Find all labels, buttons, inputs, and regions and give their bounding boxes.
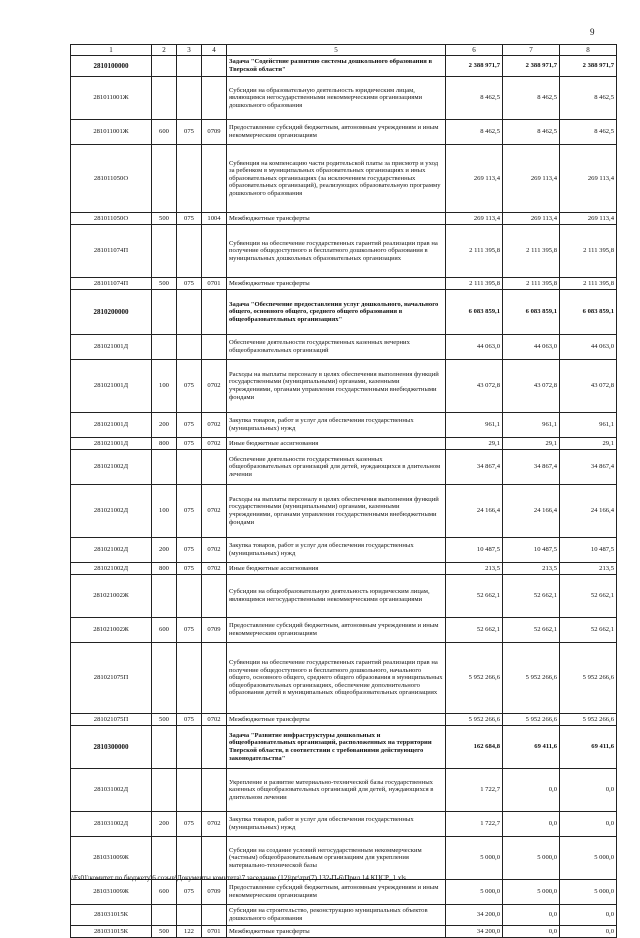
code-cell: 281011074П (71, 225, 152, 278)
description-cell: Закупка товаров, работ и услуг для обеспечения государственных (муниципальных) нужд (227, 413, 446, 438)
file-path-footer: \\Fs01\комитет по бюджету\6 созыв\Документы комитета\7 заседание (12)\рг\zpr(7) 132-П-6\Прил 14 КЦСР_1.xls (70, 874, 406, 882)
table-row (71, 278, 617, 290)
code-cell: 281021002Д (71, 450, 152, 485)
code-cell: 281021001Д (71, 413, 152, 438)
amount-year2-cell: 0,0 (503, 812, 560, 837)
expense-type-cell (152, 290, 177, 335)
amount-year3-cell: 2 111 395,8 (560, 225, 617, 278)
section-cell (202, 450, 227, 485)
amount-year2-cell: 2 388 971,7 (503, 56, 560, 77)
code-cell: 281031015К (71, 926, 152, 938)
expense-type-cell: 600 (152, 120, 177, 145)
amount-year2-cell: 8 462,5 (503, 77, 560, 120)
amount-year2-cell: 2 111 395,8 (503, 278, 560, 290)
section-cell: 0702 (202, 563, 227, 575)
expense-type-cell: 600 (152, 880, 177, 905)
section-cell: 0709 (202, 618, 227, 643)
amount-year1-cell: 8 462,5 (446, 120, 503, 145)
amount-year1-cell: 269 113,4 (446, 213, 503, 225)
description-cell: Предоставление субсидий бюджетным, автономным учреждениям и иным некоммерческим организациям (227, 120, 446, 145)
header-cell: 6 (446, 45, 503, 56)
description-cell: Субсидии на общеобразовательную деятельность юридическим лицам, являющимся негосударственными некоммерческими организациями (227, 575, 446, 618)
table-row (71, 538, 617, 563)
section-cell: 0702 (202, 538, 227, 563)
ministry-cell: 075 (177, 360, 202, 413)
amount-year1-cell: 2 111 395,8 (446, 278, 503, 290)
code-cell: 281021002Ж (71, 618, 152, 643)
header-cell: 1 (71, 45, 152, 56)
amount-year1-cell: 43 072,8 (446, 360, 503, 413)
ministry-cell (177, 905, 202, 926)
amount-year2-cell: 5 952 266,6 (503, 643, 560, 714)
code-cell: 281021075П (71, 643, 152, 714)
description-cell: Задача "Содействие развитию системы дошкольного образования в Тверской области" (227, 56, 446, 77)
expense-type-cell: 200 (152, 812, 177, 837)
code-cell: 281021002Ж (71, 575, 152, 618)
table-row (71, 926, 617, 938)
section-cell (202, 77, 227, 120)
amount-year1-cell: 5 952 266,6 (446, 714, 503, 726)
header-cell: 5 (227, 45, 446, 56)
section-cell (202, 335, 227, 360)
amount-year1-cell: 213,5 (446, 563, 503, 575)
amount-year3-cell: 43 072,8 (560, 360, 617, 413)
expense-type-cell (152, 905, 177, 926)
section-cell (202, 290, 227, 335)
task-row (71, 290, 617, 335)
table-row (71, 225, 617, 278)
description-cell: Задача "Обеспечение предоставления услуг дошкольного, начального общего, основного общего, среднего общего образования в общеобразовательных организациях" (227, 290, 446, 335)
amount-year1-cell: 34 867,4 (446, 450, 503, 485)
amount-year3-cell: 8 462,5 (560, 77, 617, 120)
expense-type-cell (152, 225, 177, 278)
description-cell: Субсидии на образовательную деятельность юридическим лицам, являющимся негосударственными некоммерческими организациями дошкольного образования (227, 77, 446, 120)
table-row (71, 485, 617, 538)
ministry-cell (177, 77, 202, 120)
amount-year2-cell: 2 111 395,8 (503, 225, 560, 278)
table-row (71, 450, 617, 485)
amount-year1-cell: 6 083 859,1 (446, 290, 503, 335)
ministry-cell (177, 145, 202, 213)
ministry-cell (177, 225, 202, 278)
amount-year2-cell: 52 662,1 (503, 618, 560, 643)
amount-year1-cell: 2 388 971,7 (446, 56, 503, 77)
amount-year2-cell: 5 000,0 (503, 837, 560, 880)
code-cell: 281031009Ж (71, 880, 152, 905)
description-cell: Межбюджетные трансферты (227, 714, 446, 726)
amount-year3-cell: 5 952 266,6 (560, 643, 617, 714)
description-cell: Субсидии на строительство, реконструкцию муниципальных объектов дошкольного образования (227, 905, 446, 926)
ministry-cell: 075 (177, 880, 202, 905)
amount-year1-cell: 5 000,0 (446, 837, 503, 880)
expense-type-cell (152, 145, 177, 213)
section-cell (202, 575, 227, 618)
amount-year2-cell: 52 662,1 (503, 575, 560, 618)
code-cell: 281011074П (71, 278, 152, 290)
description-cell: Иные бюджетные ассигнования (227, 563, 446, 575)
description-cell: Предоставление субсидий бюджетным, автономным учреждениям и иным некоммерческим организациям (227, 618, 446, 643)
header-cell: 8 (560, 45, 617, 56)
expense-type-cell: 500 (152, 213, 177, 225)
amount-year2-cell: 961,1 (503, 413, 560, 438)
ministry-cell: 075 (177, 278, 202, 290)
code-cell: 281031002Д (71, 769, 152, 812)
amount-year2-cell: 0,0 (503, 926, 560, 938)
table-row (71, 618, 617, 643)
section-cell: 0702 (202, 438, 227, 450)
amount-year2-cell: 10 487,5 (503, 538, 560, 563)
section-cell (202, 726, 227, 769)
header-cell: 3 (177, 45, 202, 56)
code-cell: 281021002Д (71, 563, 152, 575)
ministry-cell: 075 (177, 812, 202, 837)
description-cell: Межбюджетные трансферты (227, 926, 446, 938)
amount-year2-cell: 43 072,8 (503, 360, 560, 413)
amount-year1-cell: 269 113,4 (446, 145, 503, 213)
amount-year1-cell: 8 462,5 (446, 77, 503, 120)
amount-year1-cell: 44 063,0 (446, 335, 503, 360)
code-cell: 2810200000 (71, 290, 152, 335)
code-cell: 281031002Д (71, 812, 152, 837)
ministry-cell (177, 769, 202, 812)
expense-type-cell (152, 77, 177, 120)
ministry-cell: 075 (177, 485, 202, 538)
code-cell: 2810100000 (71, 56, 152, 77)
expense-type-cell (152, 575, 177, 618)
amount-year3-cell: 0,0 (560, 905, 617, 926)
code-cell: 281011001Ж (71, 77, 152, 120)
section-cell: 0702 (202, 360, 227, 413)
amount-year3-cell: 29,1 (560, 438, 617, 450)
expense-type-cell: 100 (152, 360, 177, 413)
expense-type-cell: 500 (152, 714, 177, 726)
ministry-cell (177, 56, 202, 77)
amount-year1-cell: 10 487,5 (446, 538, 503, 563)
expense-type-cell: 600 (152, 618, 177, 643)
table-row (71, 643, 617, 714)
code-cell: 281031009Ж (71, 837, 152, 880)
section-cell: 0701 (202, 926, 227, 938)
section-cell: 0702 (202, 714, 227, 726)
section-cell: 0702 (202, 812, 227, 837)
amount-year3-cell: 52 662,1 (560, 575, 617, 618)
ministry-cell: 075 (177, 563, 202, 575)
ministry-cell: 075 (177, 714, 202, 726)
section-cell (202, 225, 227, 278)
description-cell: Субвенция на компенсацию части родительской платы за присмотр и уход за ребенком в муниципальных образовательных организациях и иных образовательных организациях (за исключением государственных образовательных организаций), реализующих образовательную программу дошкольного образования (227, 145, 446, 213)
amount-year3-cell: 213,5 (560, 563, 617, 575)
expense-type-cell (152, 726, 177, 769)
amount-year2-cell: 0,0 (503, 769, 560, 812)
table-row (71, 145, 617, 213)
amount-year1-cell: 961,1 (446, 413, 503, 438)
amount-year3-cell: 5 000,0 (560, 837, 617, 880)
amount-year2-cell: 34 867,4 (503, 450, 560, 485)
amount-year3-cell: 2 111 395,8 (560, 278, 617, 290)
section-cell: 1004 (202, 213, 227, 225)
section-cell (202, 145, 227, 213)
amount-year3-cell: 2 388 971,7 (560, 56, 617, 77)
amount-year2-cell: 6 083 859,1 (503, 290, 560, 335)
amount-year2-cell: 44 063,0 (503, 335, 560, 360)
task-row (71, 726, 617, 769)
table-row (71, 77, 617, 120)
section-cell (202, 643, 227, 714)
description-cell: Закупка товаров, работ и услуг для обеспечения государственных (муниципальных) нужд (227, 812, 446, 837)
table-row (71, 575, 617, 618)
table-row (71, 360, 617, 413)
section-cell (202, 769, 227, 812)
amount-year2-cell: 8 462,5 (503, 120, 560, 145)
amount-year1-cell: 29,1 (446, 438, 503, 450)
amount-year3-cell: 0,0 (560, 769, 617, 812)
description-cell: Закупка товаров, работ и услуг для обеспечения государственных (муниципальных) нужд (227, 538, 446, 563)
description-cell: Межбюджетные трансферты (227, 213, 446, 225)
section-cell: 0701 (202, 278, 227, 290)
amount-year2-cell: 24 166,4 (503, 485, 560, 538)
ministry-cell (177, 290, 202, 335)
code-cell: 281021001Д (71, 360, 152, 413)
table-row (71, 438, 617, 450)
code-cell: 281031015К (71, 905, 152, 926)
ministry-cell: 075 (177, 618, 202, 643)
amount-year3-cell: 44 063,0 (560, 335, 617, 360)
code-cell: 281021001Д (71, 438, 152, 450)
table-row (71, 880, 617, 905)
expense-type-cell: 100 (152, 485, 177, 538)
amount-year3-cell: 0,0 (560, 812, 617, 837)
expense-type-cell (152, 450, 177, 485)
code-cell: 281011001Ж (71, 120, 152, 145)
amount-year3-cell: 34 867,4 (560, 450, 617, 485)
table-row (71, 413, 617, 438)
code-cell: 281011050О (71, 213, 152, 225)
expense-type-cell: 500 (152, 278, 177, 290)
amount-year3-cell: 8 462,5 (560, 120, 617, 145)
description-cell: Задача "Развитие инфраструктуры дошкольных и общеобразовательных организаций, расположенных на территории Тверской области, в соответствии с требованиями действующего законодательства" (227, 726, 446, 769)
ministry-cell: 075 (177, 438, 202, 450)
table-row (71, 120, 617, 145)
amount-year3-cell: 269 113,4 (560, 213, 617, 225)
code-cell: 281021075П (71, 714, 152, 726)
amount-year2-cell: 0,0 (503, 905, 560, 926)
amount-year3-cell: 5 000,0 (560, 880, 617, 905)
amount-year1-cell: 52 662,1 (446, 575, 503, 618)
expense-type-cell (152, 56, 177, 77)
ministry-cell: 075 (177, 413, 202, 438)
section-cell: 0702 (202, 485, 227, 538)
ministry-cell (177, 643, 202, 714)
amount-year1-cell: 52 662,1 (446, 618, 503, 643)
description-cell: Расходы на выплаты персоналу в целях обеспечения выполнения функций государственными (муниципальными) органами, казенными учреждениями, органами управления государственными внебюджетными фондами (227, 360, 446, 413)
amount-year2-cell: 269 113,4 (503, 213, 560, 225)
code-cell: 281021001Д (71, 335, 152, 360)
expense-type-cell (152, 769, 177, 812)
amount-year1-cell: 5 000,0 (446, 880, 503, 905)
section-cell (202, 905, 227, 926)
code-cell: 281011050О (71, 145, 152, 213)
amount-year2-cell: 5 000,0 (503, 880, 560, 905)
page-number: 9 (590, 27, 595, 37)
description-cell: Иные бюджетные ассигнования (227, 438, 446, 450)
amount-year2-cell: 269 113,4 (503, 145, 560, 213)
table-row (71, 563, 617, 575)
amount-year1-cell: 1 722,7 (446, 812, 503, 837)
table-row (71, 335, 617, 360)
ministry-cell: 122 (177, 926, 202, 938)
description-cell: Обеспечение деятельности государственных казенных общеобразовательных организаций для детей, нуждающихся в длительном лечении (227, 450, 446, 485)
description-cell: Расходы на выплаты персоналу в целях обеспечения выполнения функций государственными (муниципальными) органами, казенными учреждениями, органами управления государственными внебюджетными фондами (227, 485, 446, 538)
amount-year1-cell: 1 722,7 (446, 769, 503, 812)
amount-year2-cell: 213,5 (503, 563, 560, 575)
code-cell: 281021002Д (71, 538, 152, 563)
amount-year1-cell: 24 166,4 (446, 485, 503, 538)
table-row (71, 905, 617, 926)
expense-type-cell: 200 (152, 538, 177, 563)
amount-year1-cell: 5 952 266,6 (446, 643, 503, 714)
header-cell: 2 (152, 45, 177, 56)
description-cell: Субсидии на создание условий негосударственным некоммерческим (частным) общеобразовательным организациям для укрепления материально-технической базы (227, 837, 446, 880)
ministry-cell: 075 (177, 538, 202, 563)
expense-type-cell (152, 335, 177, 360)
amount-year2-cell: 5 952 266,6 (503, 714, 560, 726)
description-cell: Обеспечение деятельности государственных казенных вечерних общеобразовательных организаций (227, 335, 446, 360)
header-cell: 7 (503, 45, 560, 56)
table-row (71, 714, 617, 726)
section-cell: 0702 (202, 413, 227, 438)
amount-year1-cell: 34 200,0 (446, 926, 503, 938)
amount-year3-cell: 0,0 (560, 926, 617, 938)
expense-type-cell: 800 (152, 563, 177, 575)
expense-type-cell: 500 (152, 926, 177, 938)
description-cell: Межбюджетные трансферты (227, 278, 446, 290)
amount-year3-cell: 69 411,6 (560, 726, 617, 769)
amount-year2-cell: 69 411,6 (503, 726, 560, 769)
amount-year1-cell: 34 200,0 (446, 905, 503, 926)
amount-year3-cell: 5 952 266,6 (560, 714, 617, 726)
ministry-cell (177, 450, 202, 485)
ministry-cell: 075 (177, 213, 202, 225)
amount-year3-cell: 269 113,4 (560, 145, 617, 213)
expense-type-cell: 800 (152, 438, 177, 450)
description-cell: Субвенции на обеспечение государственных гарантий реализации прав на получение общедоступного и бесплатного дошкольного образования в муниципальных дошкольных образовательных организациях (227, 225, 446, 278)
table-row (71, 769, 617, 812)
amount-year3-cell: 24 166,4 (560, 485, 617, 538)
amount-year2-cell: 29,1 (503, 438, 560, 450)
description-cell: Субвенции на обеспечение государственных гарантий реализации прав на получение общедоступного и бесплатного дошкольного, начального общего, основного общего, среднего общего образования в муниципальных общеобразовательных организациях, обеспечение дополнительного образования детей в муниципальных общеобразовательных организациях (227, 643, 446, 714)
section-cell (202, 56, 227, 77)
task-row (71, 56, 617, 77)
amount-year1-cell: 2 111 395,8 (446, 225, 503, 278)
section-cell: 0709 (202, 880, 227, 905)
amount-year3-cell: 6 083 859,1 (560, 290, 617, 335)
expense-type-cell (152, 643, 177, 714)
ministry-cell (177, 575, 202, 618)
ministry-cell (177, 726, 202, 769)
section-cell: 0709 (202, 120, 227, 145)
description-cell: Предоставление субсидий бюджетным, автономным учреждениям и иным некоммерческим организациям (227, 880, 446, 905)
description-cell: Укрепление и развитие материально-технической базы государственных казенных общеобразовательных организаций для детей, нуждающихся в длительном лечении (227, 769, 446, 812)
amount-year1-cell: 162 684,8 (446, 726, 503, 769)
ministry-cell: 075 (177, 120, 202, 145)
header-cell: 4 (202, 45, 227, 56)
budget-table (70, 44, 617, 938)
expense-type-cell: 200 (152, 413, 177, 438)
code-cell: 281021002Д (71, 485, 152, 538)
table-row (71, 812, 617, 837)
ministry-cell (177, 335, 202, 360)
amount-year3-cell: 52 662,1 (560, 618, 617, 643)
amount-year3-cell: 961,1 (560, 413, 617, 438)
table-row (71, 213, 617, 225)
code-cell: 2810300000 (71, 726, 152, 769)
amount-year3-cell: 10 487,5 (560, 538, 617, 563)
table-header-row (71, 45, 617, 56)
